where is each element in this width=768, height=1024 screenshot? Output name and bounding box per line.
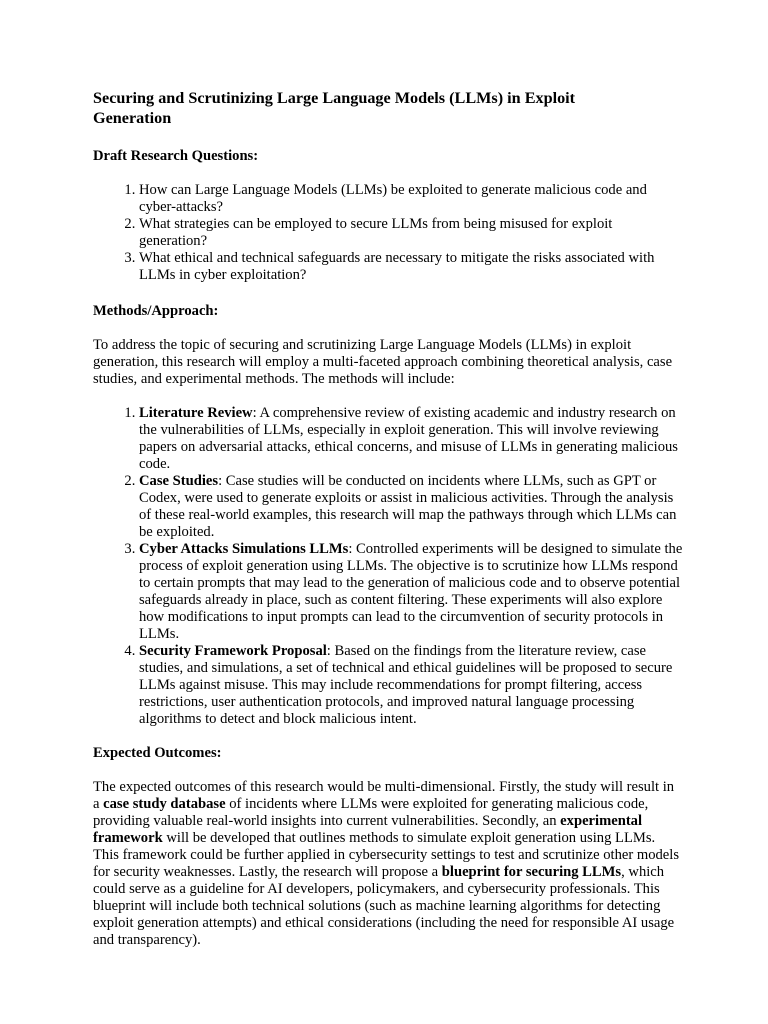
outcomes-text: will be developed that outlines methods to simulate exploit generation using LLMs. This framework could be further applied in cybersecurity settings to test and scrutinize other models for security weaknesses. Lastly, the research will propose a [93,830,680,880]
method-text: : Controlled experiments will be designed to simulate the process of exploit generation using LLMs. The objective is to scrutinize how LLMs respond to certain prompts that may lead to the generation of malicious code and to observe potential safeguards already in place, such as content filtering. These experiments will also explore how modifications to input prompts can lead to the circumvention of security protocols in LLMs. [139,541,683,642]
outcomes-bold: case study database [103,796,226,812]
outcomes-text: , which could serve as a guideline for AI developers, policymakers, and cybersecurity professionals. This blueprint will include both technical solutions (such as machine learning algorithms for detecting exploit generation attempts) and ethical considerations (including the need for responsible AI usage and transparency). [93,864,675,948]
method-term: Literature Review [139,405,253,421]
outcomes-bold: blueprint for securing LLMs [441,864,622,880]
questions-heading: Draft Research Questions: [93,148,259,164]
list-item: 3. What ethical and technical safeguards are necessary to mitigate the risks associated with LLMs in cyber exploitation? [139,250,683,284]
method-text: : Case studies will be conducted on incidents where LLMs, such as GPT or Codex, were used to generate exploits or assist in malicious activities. Through the analysis of these real-world examples, this research will map the pathways through which LLMs can be exploited. [139,473,677,540]
document-title: Securing and Scrutinizing Large Language Models (LLMs) in Exploit Generation [93,89,576,127]
methods-intro: To address the topic of securing and scrutinizing Large Language Models (LLMs) in exploit generation, this research will employ a multi-faceted approach combining theoretical analysis, case studies, and experimental methods. The methods will include: [93,337,673,387]
list-item [139,473,683,541]
methods-list [93,405,683,728]
outcomes-bold: experimental framework [93,813,643,846]
outcomes-text: The expected outcomes of this research would be multi-dimensional. Firstly, the study will result in a [93,779,675,812]
outcomes-heading: Expected Outcomes: [93,745,222,761]
method-term: Case Studies [139,473,219,489]
list-item [139,405,683,473]
methods-heading: Methods/Approach: [93,303,219,319]
method-term: Cyber Attacks Simulations LLMs [139,541,349,557]
outcomes-paragraph [93,779,683,949]
outcomes-text: of incidents where LLMs were exploited for generating malicious code, providing valuable real-world insights into current vulnerabilities. Secondly, an [93,796,649,829]
list-item [139,643,683,728]
list-item: 1. How can Large Language Models (LLMs) be exploited to generate malicious code and cyber-attacks? [139,182,683,216]
research-questions-list [93,182,683,284]
document-page [93,88,683,966]
method-text: : Based on the findings from the literature review, case studies, and simulations, a set of technical and ethical guidelines will be proposed to secure LLMs against misuse. This may include recommendations for prompt filtering, access restrictions, user authentication protocols, and improved natural language processing algorithms to detect and block malicious intent. [139,643,673,727]
list-item [139,541,683,643]
method-text: : A comprehensive review of existing academic and industry research on the vulnerabilities of LLMs, especially in exploit generation. This will involve reviewing papers on adversarial attacks, ethical concerns, and misuse of LLMs in generating malicious code. [139,405,678,472]
method-term: Security Framework Proposal [139,643,327,659]
list-item: 2. What strategies can be employed to secure LLMs from being misused for exploit generation? [139,216,683,250]
